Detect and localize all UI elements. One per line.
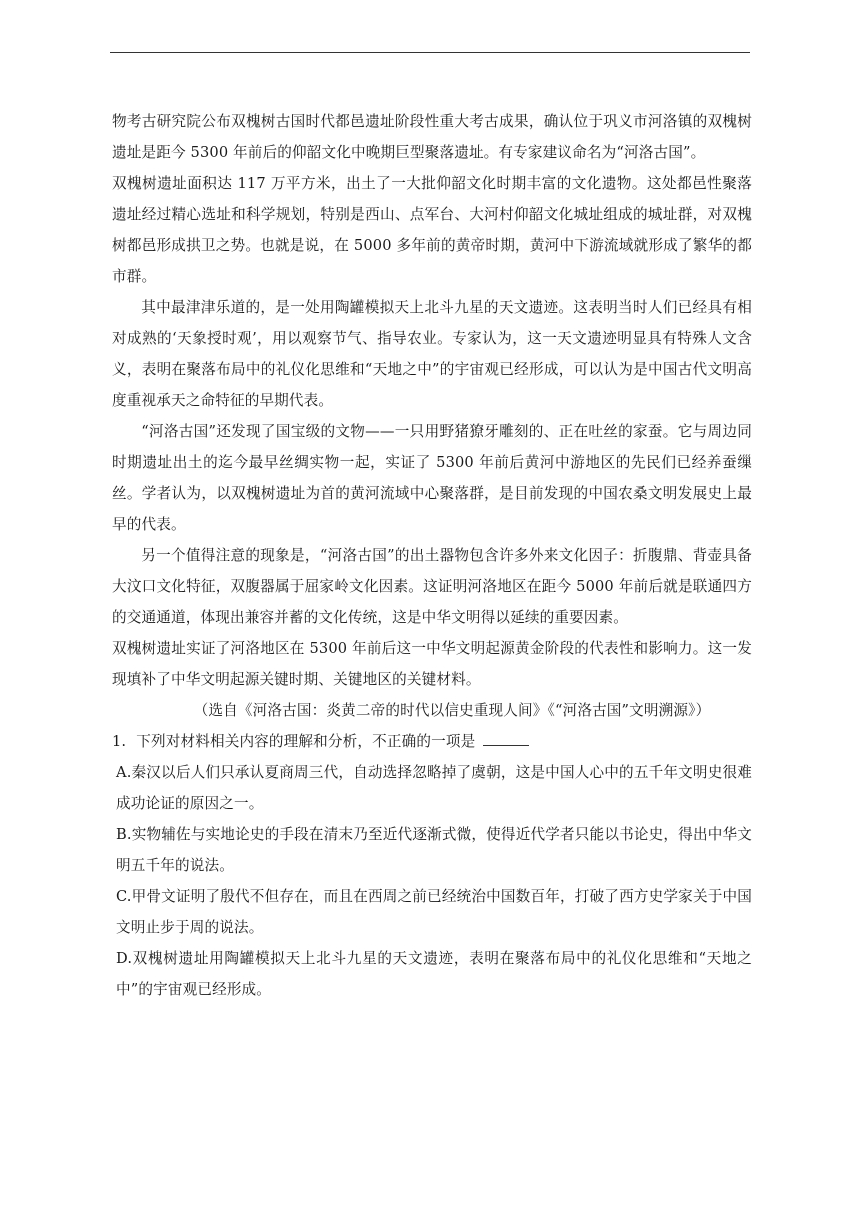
paragraph-5: 另一个值得注意的现象是，“河洛古国”的出土器物包含许多外来文化因子：折腹鼎、背壶具备大汶口文化特征，双腹器属于屈家岭文化因素。这证明河洛地区在距今 5000 年前后就是联通四方的交通通道，体现出兼容并蓄的文化传统，这是中华文明得以延续的重要因素。 — [112, 547, 752, 626]
question-stem-text: 下列对材料相关内容的理解和分析，不正确的一项是 — [136, 733, 476, 750]
source-citation: （选自《河洛古国：炎黄二帝的时代以信史重现人间》《“河洛古国”文明溯源》） — [193, 702, 711, 719]
header-rule — [110, 52, 750, 53]
question-number: 1. — [112, 733, 127, 750]
option-c[interactable]: C.甲骨文证明了殷代不但存在，而且在西周之前已经统治中国数百年，打破了西方史学家关于中国文明止步于周的说法。 — [116, 888, 752, 936]
paragraph-4: “河洛古国”还发现了国宝级的文物——一只用野猪獠牙雕刻的、正在吐丝的家蚕。它与周边同时期遗址出土的迄今最早丝绸实物一起，实证了 5300 年前后黄河中游地区的先民们已经养蚕缫丝。学者认为，以双槐树遗址为首的黄河流域中心聚落群，是目前发现的中国农桑文明发展史上最早的代表。 — [112, 423, 752, 533]
paragraph-2: 双槐树遗址面积达 117 万平方米，出土了一大批仰韶文化时期丰富的文化遗物。这处都邑性聚落遗址经过精心选址和科学规划，特别是西山、点军台、大河村仰韶文化城址组成的城址群，对双槐树都邑形成拱卫之势。也就是说，在 5000 多年前的黄帝时期，黄河中下游流域就形成了繁华的都市群。 — [112, 175, 752, 285]
option-a[interactable]: A.秦汉以后人们只承认夏商周三代，自动选择忽略掉了虞朝，这是中国人心中的五千年文明史很难成功论证的原因之一。 — [116, 764, 752, 812]
paragraph-3: 其中最津津乐道的，是一处用陶罐模拟天上北斗九星的天文遗迹。这表明当时人们已经具有相对成熟的‘天象授时观’，用以观察节气、指导农业。专家认为，这一天文遗迹明显具有特殊人文含义，表明在聚落布局中的礼仪化思维和“天地之中”的宇宙观已经形成，可以认为是中国古代文明高度重视承天之命特征的早期代表。 — [112, 299, 752, 409]
option-b[interactable]: B.实物辅佐与实地论史的手段在清末乃至近代逐渐式微，使得近代学者只能以书论史，得出中华文明五千年的说法。 — [116, 826, 752, 874]
option-d[interactable]: D.双槐树遗址用陶罐模拟天上北斗九星的天文遗迹，表明在聚落布局中的礼仪化思维和“天地之中”的宇宙观已经形成。 — [116, 950, 752, 998]
answer-blank[interactable] — [483, 727, 529, 746]
paragraph-6: 双槐树遗址实证了河洛地区在 5300 年前后这一中华文明起源黄金阶段的代表性和影响力。这一发现填补了中华文明起源关键时期、关键地区的关键材料。 — [112, 640, 752, 688]
passage-body — [112, 106, 752, 1005]
paragraph-1: 物考古研究院公布双槐树古国时代都邑遗址阶段性重大考古成果，确认位于巩义市河洛镇的双槐树遗址是距今 5300 年前后的仰韶文化中晚期巨型聚落遗址。有专家建议命名为“河洛古国”。 — [112, 113, 752, 161]
question-text — [136, 726, 529, 757]
question-stem — [112, 726, 752, 757]
